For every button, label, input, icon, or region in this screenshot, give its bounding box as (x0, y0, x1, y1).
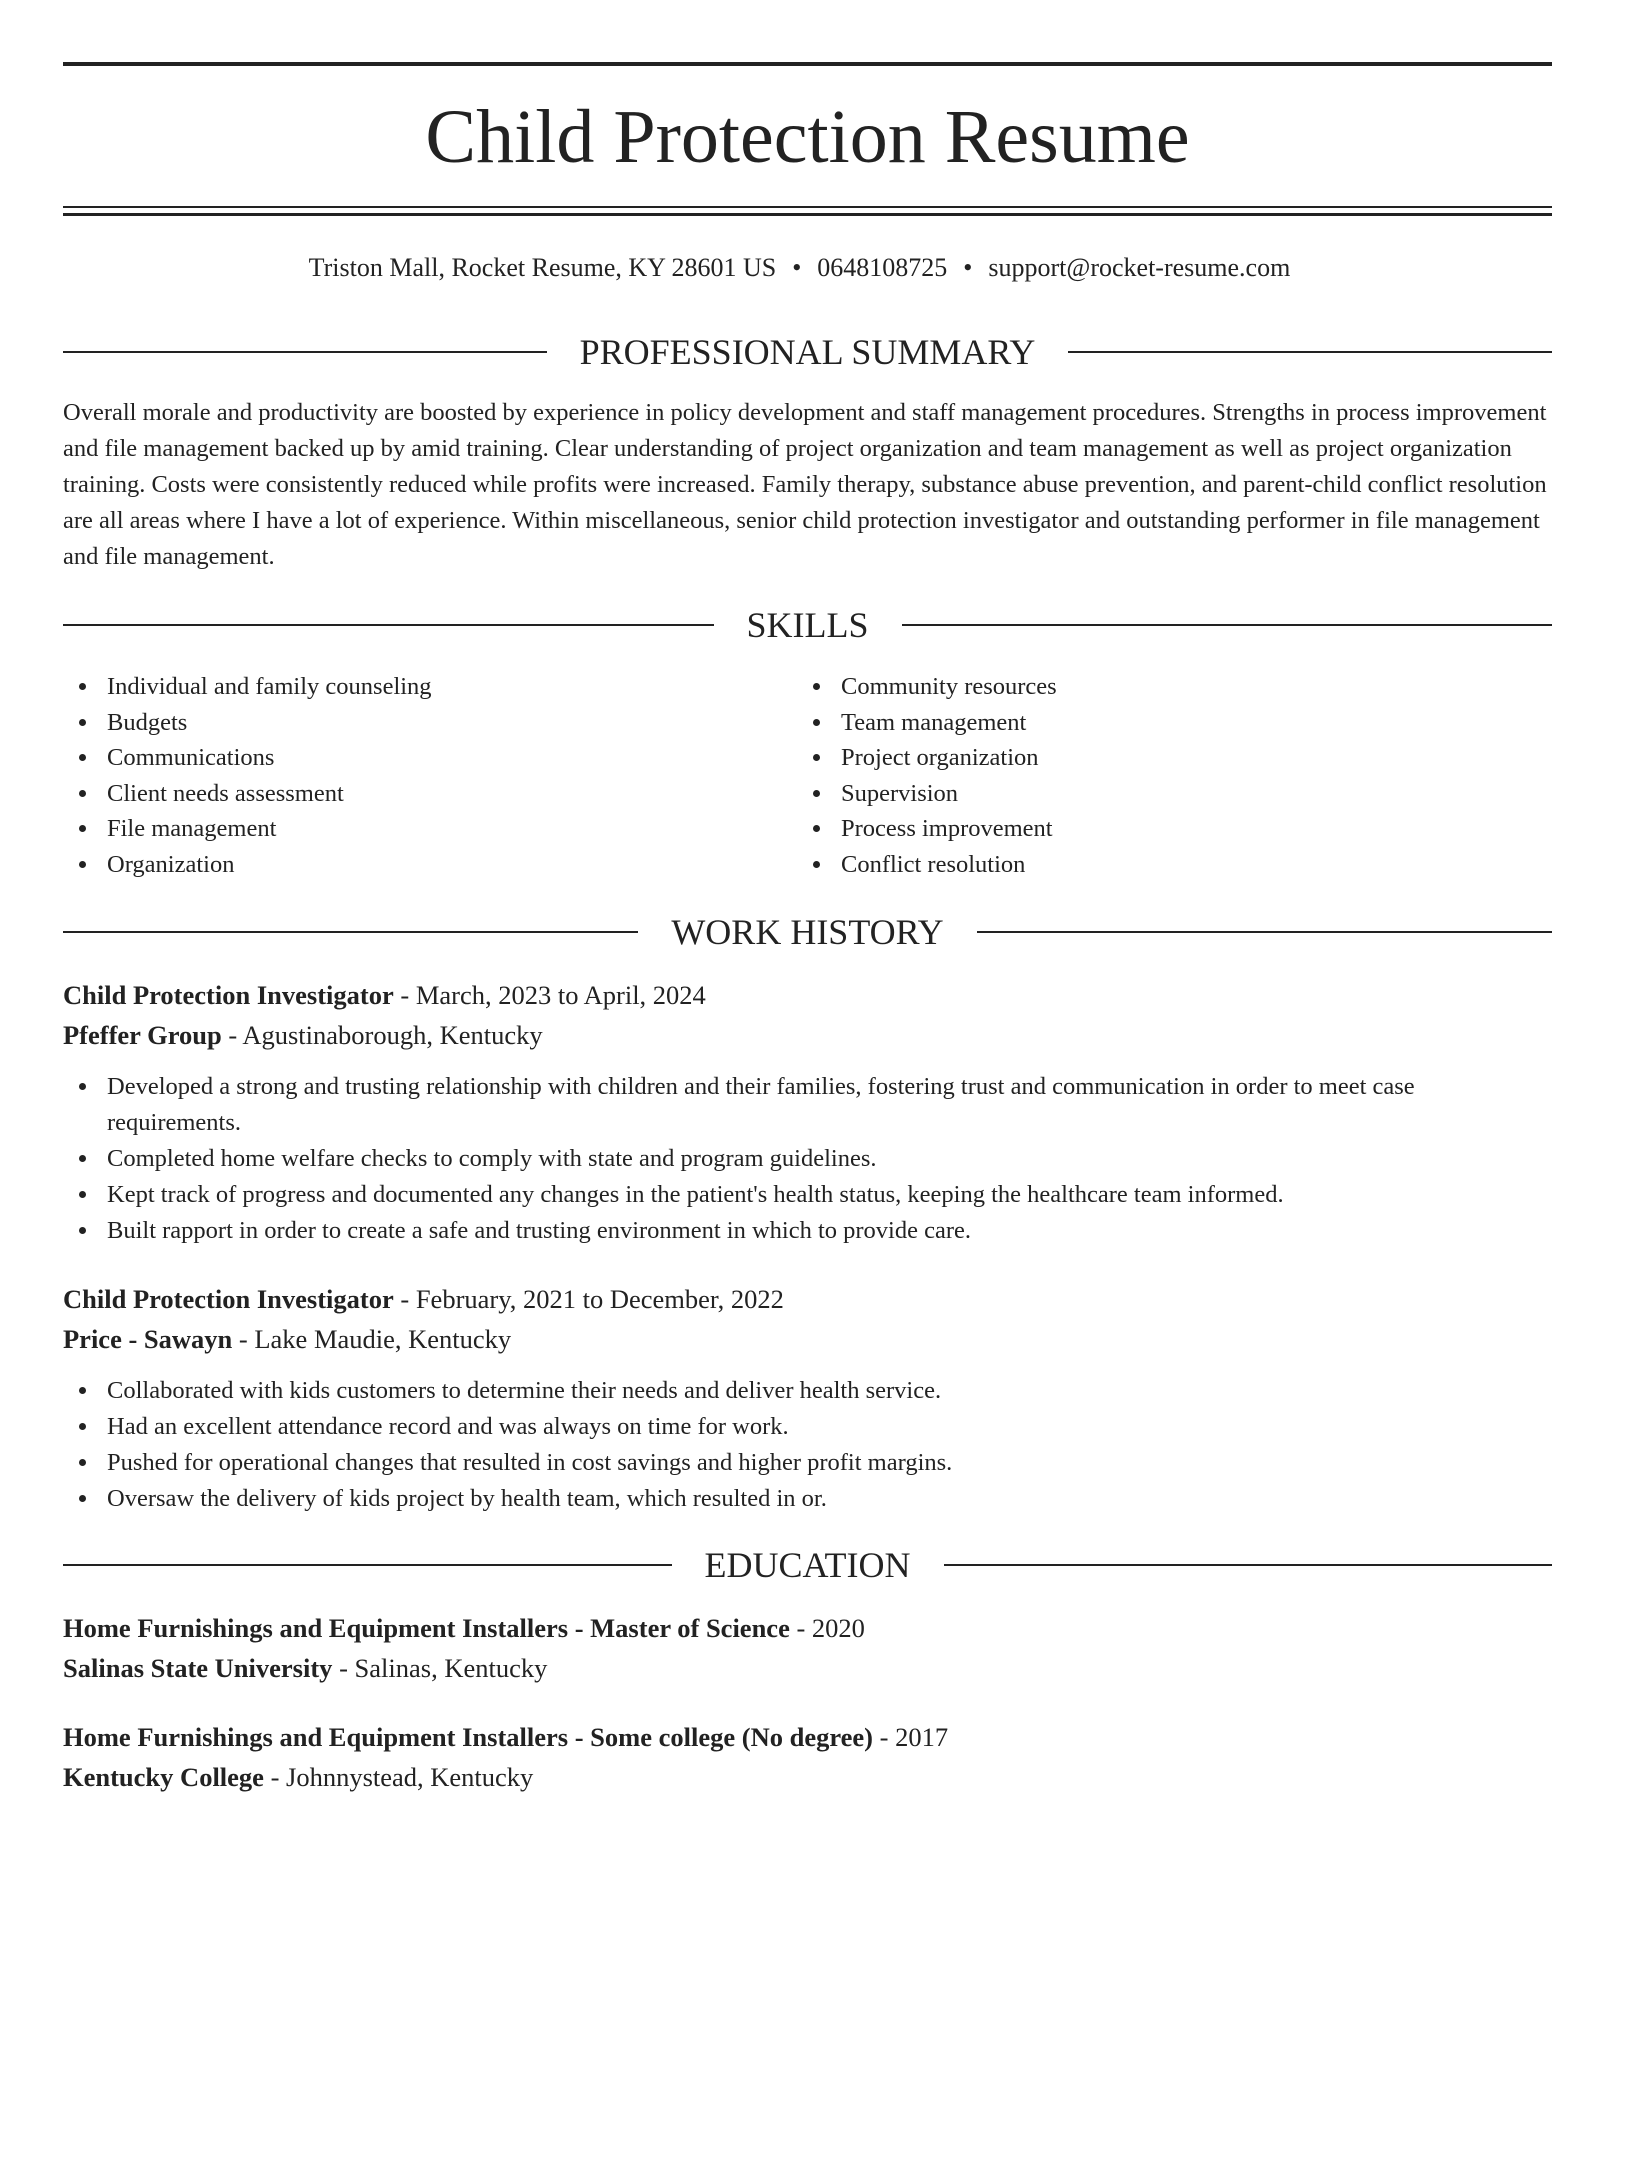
skill-item: Supervision (797, 776, 1552, 812)
section-heading (63, 603, 1552, 647)
education-year: 2020 (811, 1612, 865, 1643)
education-school-line (63, 1757, 1552, 1797)
skill-item: Budgets (63, 705, 797, 741)
skills-column-1 (63, 669, 797, 883)
section-rule-right (944, 1564, 1553, 1566)
top-rule (63, 62, 1552, 66)
education-year: 2017 (895, 1721, 949, 1752)
job-duty-item: Collaborated with kids customers to determine their needs and deliver health service. (63, 1373, 1552, 1409)
education-program (63, 1613, 790, 1643)
section-rule-right (1068, 351, 1552, 353)
education-entry (63, 1717, 1552, 1797)
education-field: Home Furnishings and Equipment Installers (63, 1721, 569, 1752)
job-location: Agustinaborough, Kentucky (242, 1019, 543, 1050)
job-title: Child Protection Investigator (63, 979, 394, 1010)
job-entry (63, 975, 1552, 1249)
section-title: EDUCATION (704, 1544, 911, 1585)
education-degree-line (63, 1717, 1552, 1757)
contact-separator: • (963, 253, 973, 282)
job-duties-list (63, 1069, 1552, 1249)
job-duty-item: Developed a strong and trusting relationship with children and their families, fostering trust and communication in order to meet case requirements. (63, 1069, 1552, 1141)
job-duty-item: Had an excellent attendance record and was always on time for work. (63, 1409, 1552, 1445)
education-entry (63, 1608, 1552, 1688)
job-duties-list (63, 1373, 1552, 1517)
skill-item: File management (63, 811, 797, 847)
job-dates: February, 2021 to December, 2022 (415, 1283, 784, 1314)
section-heading (63, 1543, 1552, 1587)
job-company-line (63, 1319, 1552, 1359)
skill-item: Client needs assessment (63, 776, 797, 812)
skill-item: Conflict resolution (797, 847, 1552, 883)
section-heading (63, 330, 1552, 374)
section-rule-left (63, 931, 638, 933)
job-company: Pfeffer Group (63, 1019, 222, 1050)
section-title: WORK HISTORY (671, 911, 944, 952)
section-rule-right (902, 624, 1553, 626)
education-degree-line (63, 1608, 1552, 1648)
job-duty-item: Pushed for operational changes that resulted in cost savings and higher profit margins. (63, 1445, 1552, 1481)
job-company: Price - Sawayn (63, 1323, 233, 1354)
job-dates: March, 2023 to April, 2024 (415, 979, 706, 1010)
job-title-line (63, 975, 1552, 1015)
separator: - (574, 1721, 584, 1752)
separator: - (400, 979, 410, 1010)
resume-title: Child Protection Resume (425, 95, 1190, 179)
section-rule-left (63, 624, 714, 626)
education-degree: Some college (No degree) (590, 1721, 873, 1752)
job-duty-item: Built rapport in order to create a safe and trusting environment in which to provide care. (63, 1213, 1552, 1249)
skills-section (63, 603, 1552, 883)
education-program (63, 1722, 873, 1752)
education-section (63, 1543, 1552, 1797)
section-title: SKILLS (746, 605, 869, 645)
job-title-line (63, 1279, 1552, 1319)
work-history-section (63, 910, 1552, 1517)
separator: - (796, 1612, 806, 1643)
education-school: Salinas State University (63, 1652, 333, 1683)
skills-grid (63, 669, 1552, 883)
section-rule-left (63, 351, 547, 353)
section-title: PROFESSIONAL SUMMARY (579, 332, 1036, 372)
education-degree: Master of Science (590, 1612, 790, 1643)
skill-item: Process improvement (797, 811, 1552, 847)
contact-email: support@rocket-resume.com (988, 253, 1291, 282)
separator: - (339, 1652, 348, 1683)
contact-line (63, 251, 1552, 285)
contact-address: Triston Mall, Rocket Resume, KY 28601 US (308, 253, 777, 282)
job-duty-item: Kept track of progress and documented any changes in the patient's health status, keeping the healthcare team informed. (63, 1177, 1552, 1213)
education-school-line (63, 1648, 1552, 1688)
resume-page (0, 62, 1632, 1797)
title-double-rule (63, 206, 1552, 216)
skill-item: Project organization (797, 740, 1552, 776)
summary-text: Overall morale and productivity are boosted by experience in policy development and staff management procedures. Strengths in process improvement and file management backed up by amid training. Clear understanding of project organization and team management as well as project organization training. Costs were consistently reduced while profits were increased. Family therapy, substance abuse prevention, and parent-child conflict resolution are all areas where I have a lot of experience. Within miscellaneous, senior child protection investigator and outstanding performer in file management and file management. (63, 399, 1547, 570)
skill-item: Community resources (797, 669, 1552, 705)
skills-column-2 (797, 669, 1552, 883)
summary-section (63, 330, 1552, 575)
section-rule-left (63, 1564, 672, 1566)
job-duty-item: Completed home welfare checks to comply with state and program guidelines. (63, 1141, 1552, 1177)
job-location: Lake Maudie, Kentucky (254, 1323, 512, 1354)
separator: - (270, 1761, 280, 1792)
job-title: Child Protection Investigator (63, 1283, 394, 1314)
job-entry (63, 1279, 1552, 1517)
contact-separator: • (792, 253, 802, 282)
education-location: Salinas, Kentucky (354, 1652, 548, 1683)
education-school: Kentucky College (63, 1761, 264, 1792)
education-location: Johnnystead, Kentucky (286, 1761, 534, 1792)
separator: - (238, 1323, 248, 1354)
contact-phone: 0648108725 (817, 253, 948, 282)
section-rule-right (977, 931, 1552, 933)
skill-item: Communications (63, 740, 797, 776)
skill-item: Team management (797, 705, 1552, 741)
skill-item: Organization (63, 847, 797, 883)
separator: - (879, 1721, 889, 1752)
separator: - (574, 1612, 584, 1643)
separator: - (228, 1019, 238, 1050)
education-field: Home Furnishings and Equipment Installers (63, 1612, 569, 1643)
job-duty-item: Oversaw the delivery of kids project by health team, which resulted in or. (63, 1481, 1552, 1517)
skill-item: Individual and family counseling (63, 669, 797, 705)
section-heading (63, 910, 1552, 954)
separator: - (400, 1283, 410, 1314)
job-company-line (63, 1015, 1552, 1055)
